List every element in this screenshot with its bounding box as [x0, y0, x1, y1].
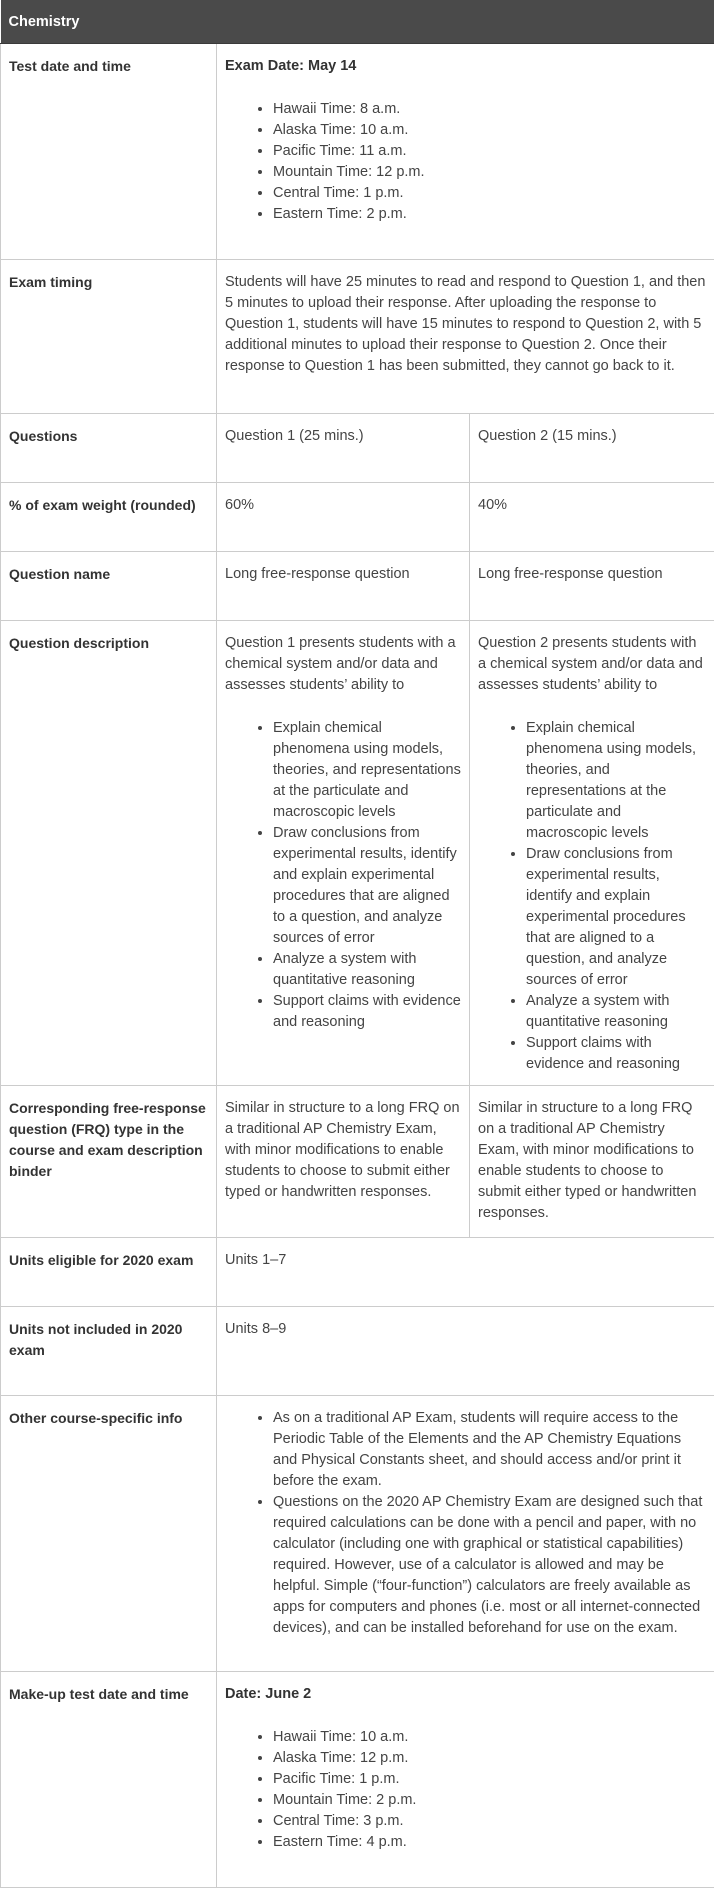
list-item: • Eastern Time: 2 p.m. — [273, 204, 706, 225]
table-row — [1, 1672, 714, 1888]
list-item: • Pacific Time: 1 p.m. — [273, 1769, 706, 1790]
row-label: Corresponding free-response question (FRQ) type in the course and exam description binder — [1, 1086, 217, 1238]
description-intro: Question 2 presents students with a chemical system and/or data and assesses students’ ability to — [478, 633, 706, 696]
list-item: • Explain chemical phenomena using models, theories, and representations at the particulate and macroscopic levels — [526, 718, 706, 844]
skills-list — [225, 718, 461, 1033]
list-item: • Hawaii Time: 8 a.m. — [273, 99, 706, 120]
table-row — [1, 552, 714, 621]
list-item: • Alaska Time: 12 p.m. — [273, 1748, 706, 1769]
table-row — [1, 44, 714, 260]
makeup-date-title: Date: June 2 — [225, 1684, 706, 1705]
exam-timing-text: Students will have 25 minutes to read and respond to Question 1, and then 5 minutes to upload their response. After uploading the response to Question 1, students will have 15 minutes to respond to Question 2, with 5 additional minutes to upload their response to Question 2. Once their response to Question 1 has been submitted, they cannot go back to it. — [217, 260, 714, 414]
list-item: • Hawaii Time: 10 a.m. — [273, 1727, 706, 1748]
table-row — [1, 621, 714, 1086]
table-row — [1, 483, 714, 552]
other-info-cell — [217, 1396, 714, 1672]
list-item: • Questions on the 2020 AP Chemistry Exam are designed such that required calculations can be done with a pencil and paper, with no calculator (including one with graphical or statistical capabilities) required. However, use of a calculator is allowed and may be helpful. Simple (“four-function”) calculators are freely available as apps for computers and phones (i.e. most or all internet-connected devices), and can be installed beforehand for use on the exam. — [273, 1492, 706, 1639]
list-item: • Mountain Time: 12 p.m. — [273, 162, 706, 183]
makeup-time-list — [225, 1727, 706, 1853]
row-label: Questions — [1, 414, 217, 483]
row-label: Units not included in 2020 exam — [1, 1307, 217, 1396]
units-not-included-value: Units 8–9 — [217, 1307, 714, 1396]
row-label: Question name — [1, 552, 217, 621]
table-title: Chemistry — [1, 0, 714, 44]
list-item: • Central Time: 3 p.m. — [273, 1811, 706, 1832]
test-date-cell — [217, 44, 714, 260]
list-item: • Explain chemical phenomena using models, theories, and representations at the particulate and macroscopic levels — [273, 718, 461, 823]
list-item: • Support claims with evidence and reasoning — [526, 1033, 706, 1075]
description-intro: Question 1 presents students with a chemical system and/or data and assesses students’ ability to — [225, 633, 461, 696]
list-item: • Support claims with evidence and reasoning — [273, 991, 461, 1033]
question-1-cell: Question 1 (25 mins.) — [217, 414, 470, 483]
row-label: Other course-specific info — [1, 1396, 217, 1672]
list-item: • Pacific Time: 11 a.m. — [273, 141, 706, 162]
question-description-q2 — [470, 621, 714, 1086]
weight-q1: 60% — [217, 483, 470, 552]
table-row — [1, 1086, 714, 1238]
question-2-cell: Question 2 (15 mins.) — [470, 414, 714, 483]
row-label: Question description — [1, 621, 217, 1086]
makeup-date-cell — [217, 1672, 714, 1888]
row-label: Exam timing — [1, 260, 217, 414]
exam-time-list — [225, 99, 706, 225]
row-label: % of exam weight (rounded) — [1, 483, 217, 552]
frq-type-q1: Similar in structure to a long FRQ on a traditional AP Chemistry Exam, with minor modifications to enable students to choose to submit either typed or handwritten responses. — [217, 1086, 470, 1238]
list-item: • As on a traditional AP Exam, students will require access to the Periodic Table of the Elements and the AP Chemistry Equations and Physical Constants sheet, and should access and/or print it before the exam. — [273, 1408, 706, 1492]
question-name-q1: Long free-response question — [217, 552, 470, 621]
list-item: • Analyze a system with quantitative reasoning — [273, 949, 461, 991]
table-header-row — [1, 0, 714, 44]
table-row — [1, 1396, 714, 1672]
weight-q2: 40% — [470, 483, 714, 552]
other-info-list — [225, 1408, 706, 1639]
list-item: • Draw conclusions from experimental results, identify and explain experimental procedures that are aligned to a question, and analyze sources of error — [526, 844, 706, 991]
list-item: • Alaska Time: 10 a.m. — [273, 120, 706, 141]
table-row — [1, 260, 714, 414]
skills-list — [478, 718, 706, 1075]
question-description-q1 — [217, 621, 470, 1086]
units-eligible-value: Units 1–7 — [217, 1238, 714, 1307]
row-label: Units eligible for 2020 exam — [1, 1238, 217, 1307]
question-name-q2: Long free-response question — [470, 552, 714, 621]
list-item: • Analyze a system with quantitative reasoning — [526, 991, 706, 1033]
frq-type-q2: Similar in structure to a long FRQ on a traditional AP Chemistry Exam, with minor modifications to enable students to choose to submit either typed or handwritten responses. — [470, 1086, 714, 1238]
row-label: Make-up test date and time — [1, 1672, 217, 1888]
list-item: • Draw conclusions from experimental results, identify and explain experimental procedures that are aligned to a question, and analyze sources of error — [273, 823, 461, 949]
table-row — [1, 1307, 714, 1396]
list-item: • Eastern Time: 4 p.m. — [273, 1832, 706, 1853]
row-label: Test date and time — [1, 44, 217, 260]
list-item: • Mountain Time: 2 p.m. — [273, 1790, 706, 1811]
table-row — [1, 414, 714, 483]
list-item: • Central Time: 1 p.m. — [273, 183, 706, 204]
exam-date-title: Exam Date: May 14 — [225, 56, 706, 77]
table-row — [1, 1238, 714, 1307]
